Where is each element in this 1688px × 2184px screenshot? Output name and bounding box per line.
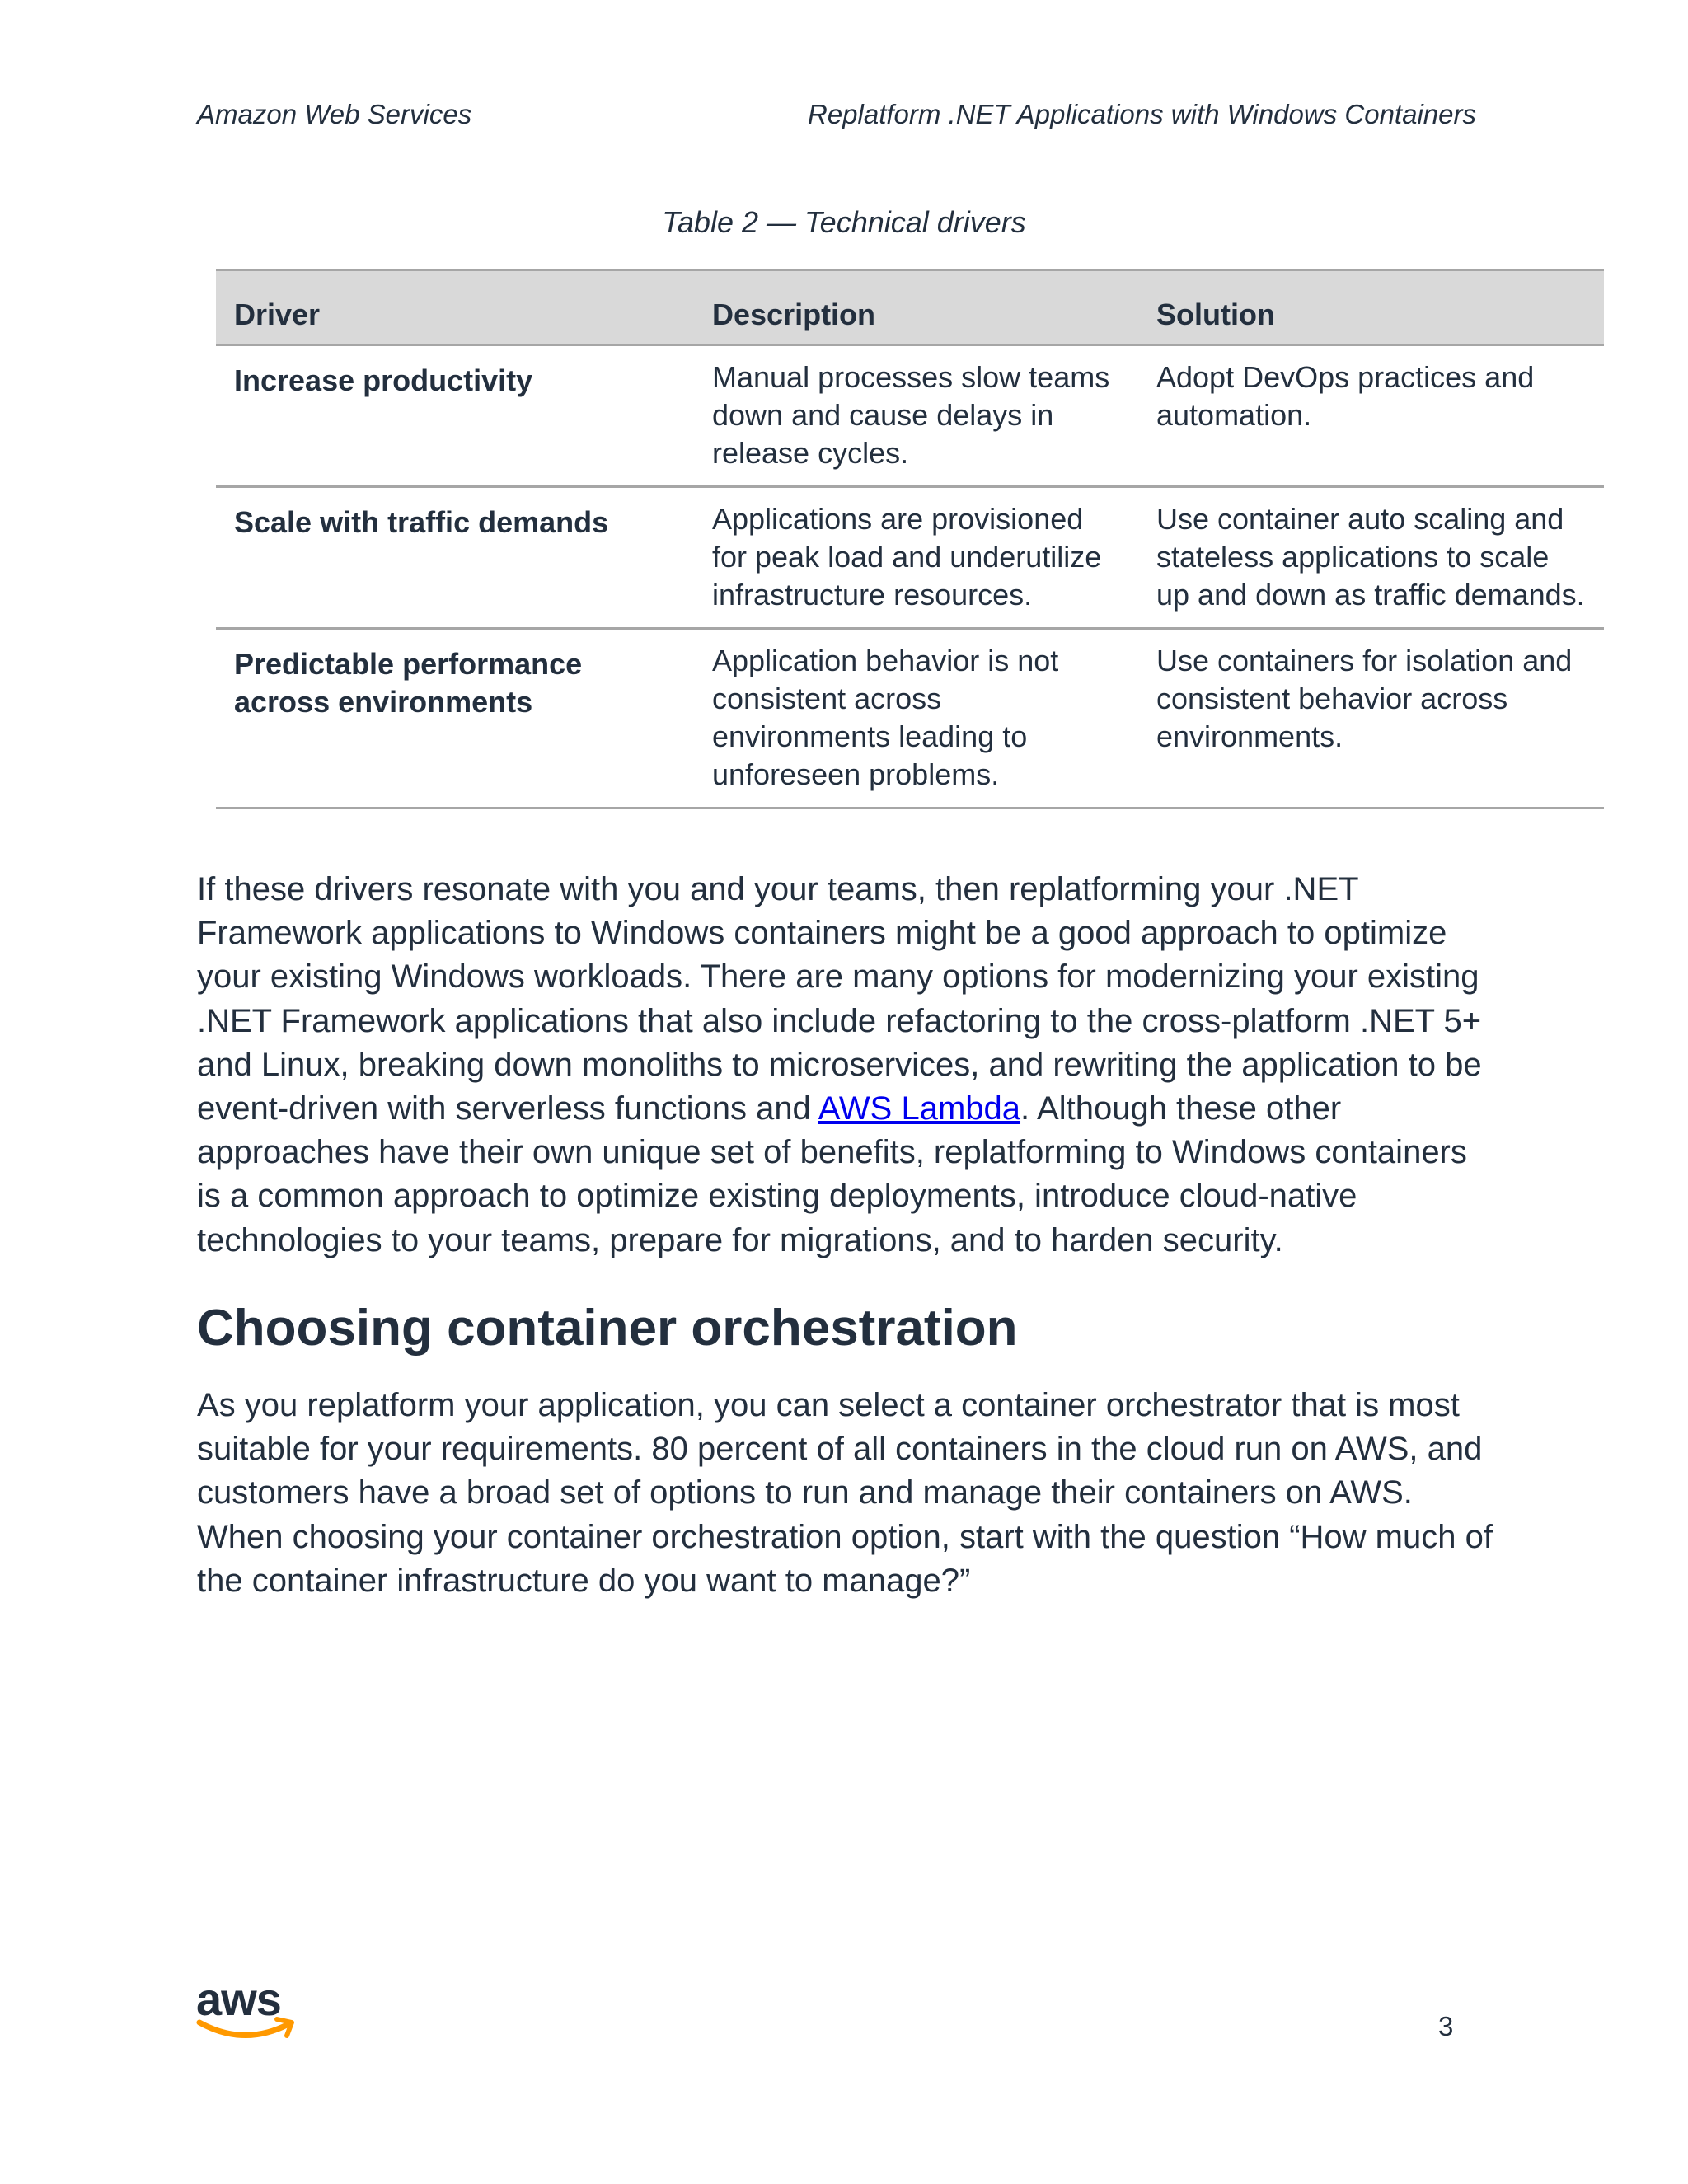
- body-paragraph-orchestration: As you replatform your application, you can select a container orchestrator that is most suitable for your requirements. 80 percent of all containers in the cloud run on AWS, and customers have a broad set of options to run and manage their containers on AWS. When choosing your container orchestration option, start with the question “How much of the container infrastructure do you want to manage?”: [197, 1387, 1493, 1599]
- column-header-description: Description: [694, 270, 1138, 345]
- driver-cell: Scale with traffic demands: [216, 487, 694, 629]
- description-cell: Application behavior is not consistent across environments leading to unforeseen problems.: [694, 629, 1138, 808]
- solution-cell: Use containers for isolation and consistent behavior across environments.: [1138, 629, 1604, 808]
- column-header-solution: Solution: [1138, 270, 1604, 345]
- technical-drivers-table: [216, 269, 1604, 809]
- solution-cell: Use container auto scaling and stateless applications to scale up and down as traffic demands.: [1138, 487, 1604, 629]
- solution-cell: Adopt DevOps practices and automation.: [1138, 345, 1604, 487]
- table-row: [216, 345, 1604, 487]
- body-paragraph-drivers: [197, 868, 1499, 1263]
- description-cell: Manual processes slow teams down and cause delays in release cycles.: [694, 345, 1138, 487]
- aws-smile-icon: [196, 2014, 298, 2044]
- section-heading: Choosing container orchestration: [197, 1300, 1018, 1357]
- table-row: [216, 487, 1604, 629]
- driver-cell: Predictable performance across environments: [216, 629, 694, 808]
- paragraph-text: If these drivers resonate with you and your teams, then replatforming your .NET Framework applications to Windows containers might be a good approach to optimize your existing Windows workloads. There are many options for modernizing your existing .NET Framework applications that also include refactoring to the cross-platform .NET 5+ and Linux, breaking down monoliths to microservices, and rewriting the application to be event-driven with serverless functions and: [197, 871, 1482, 1127]
- page-number: 3: [1438, 2011, 1454, 2041]
- aws-lambda-link[interactable]: AWS Lambda: [818, 1090, 1021, 1127]
- table-caption: Table 2 — Technical drivers: [662, 205, 1026, 239]
- header-document-title: Replatform .NET Applications with Windows Containers: [808, 99, 1476, 129]
- paragraph-text: . Although these other approaches have their own unique set of benefits, replatforming to Windows containers is a common approach to optimize existing deployments, introduce cloud-native technologies to your teams, prepare for migrations, and to harden security.: [197, 1090, 1467, 1258]
- table-row: [216, 629, 1604, 808]
- aws-logo: [196, 1975, 298, 2044]
- header-publisher: Amazon Web Services: [197, 99, 472, 129]
- driver-cell: Increase productivity: [216, 345, 694, 487]
- column-header-driver: Driver: [216, 270, 694, 345]
- table-header-row: [216, 270, 1604, 345]
- description-cell: Applications are provisioned for peak load and underutilize infrastructure resources.: [694, 487, 1138, 629]
- aws-logo-text: aws: [196, 1973, 281, 2025]
